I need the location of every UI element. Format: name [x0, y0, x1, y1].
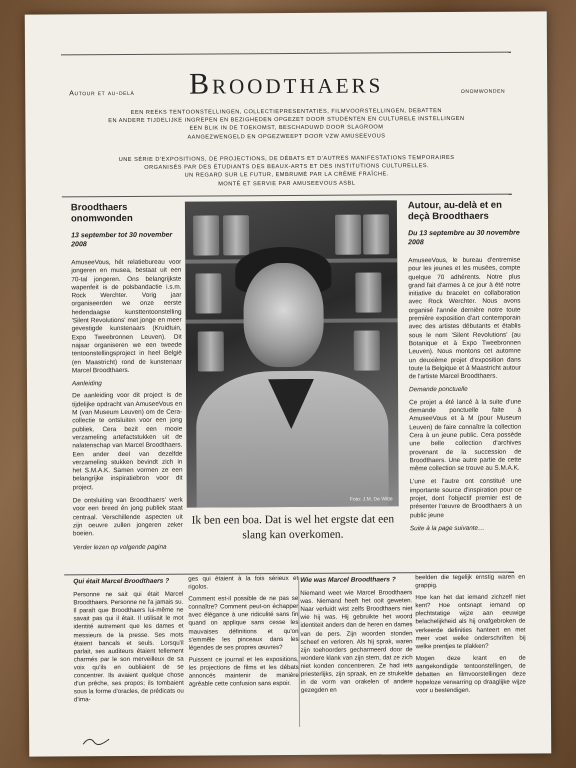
article-paragraph: Ce projet a été lancé à la suite d'une demande ponctuelle faite à AmuseeVous et à M (pour Museum Leuven) de faire connaître la collection Cera à un jeune public. Cera possède une belle collection d'archives provenant de la succession de Broodthaers. Une autre partie de cette même collection se trouve au S.M.A.K. [409, 398, 522, 473]
header-right-label: onomwonden [460, 87, 506, 95]
can [193, 215, 219, 255]
article-subheading: Demande ponctuelle [409, 386, 468, 394]
article-paragraph: AmuseeVous, le bureau d'entremise pour les jeunes et les musées, compte quelque 70 adhérents. Notre plus grand fait d'armes à ce jour à été notre initiative du bracelet en collaboration avec Rock Werchter. Nous avons organisé l'année dernière notre toute première exposition d'art contemporain avec des artistes débutants et établis sous le nom 'Silent Revolutions' (au Botanique et à Expo Tweebronnen Leuven). Nous montons cet automne un deuxième projet d'exposition dans toute la Belgique et à Maastricht autour de l'artiste Marcel Broodthaers. [408, 256, 521, 381]
top-rule [61, 52, 511, 56]
photo-credit: Foto: J.M. De Witte [349, 496, 393, 503]
bottom-dutch-column-cont [415, 574, 526, 700]
can [198, 331, 224, 371]
can [335, 215, 361, 255]
newspaper-page [25, 11, 552, 756]
intro-line: MONTÉ ET SERVIE PAR AMUSEEVOUS ASBL [218, 180, 356, 188]
publisher-logo [81, 736, 111, 746]
intro-line: UNE SÉRIE D'EXPOSITIONS, DE PROJECTIONS, DE DÉBATS ET D'AUTRES MANIFESTATIONS TEMPORAIRES [118, 154, 455, 164]
french-article [408, 200, 522, 534]
bottom-paragraph: Puissent ce journal et les expositions, les projections de films et les débats annoncés maintenir de manière agréable cette confusion sans espoir. [188, 655, 299, 688]
bottom-paragraph: Hoe kan het dat iemand zichzelf niet kent? Hoe ontsnapt iemand op plechtstatige wijze aan eeuwige belachelijkheid als hij onafgebroken de verkeerde definities hanteert en met meer voet welke onderschriften bij welke prentjes te plakken? [415, 593, 526, 650]
article-paragraph: AmuseeVous, hét relatiebureau voor jongeren en musea, bestaat uit een 70-tal jongeren. Ons belangrijkste wapenfeit is de polsbandactie i.s.m. Rock Werchter. Vorig jaar organiseerden we onze eerste hedendaagse kunsttentoonstelling 'Silent Revolutions' met jonge en meer gevestigde kunstenaars (Kruidtuin, Expo Tweebronnen Leuven). Dit najaar organiseren we een tweede tentoonstellingsproject in heel België (en Maastricht) rond de kunstenaar Marcel Broodthaers. [71, 258, 182, 375]
bottom-paragraph: Niemand weet wie Marcel Broodthaers was. Niemand heeft het ooit geweten. Naar verluidt wist zelfs Broodthaers niet wie hij was. Hij gebruikte het woord identiteit anders dan de heren en dames van de pers. Zijn woorden stonden scheef en verloren. Als hij sprak, waren zijn toehoorders gecharmeerd door de wondere klank van zijn stem, dat ze zich niet konden concentreren. Ze had iets priesterlijks, zijn spraak, en ze strukelde in de vorm van orakelen of andere gezegden en [300, 589, 413, 695]
portrait-face [243, 263, 324, 367]
continue-reading-note: Suite à la page suivante… [409, 524, 485, 533]
bottom-paragraph: Mogen deze krant en de aangekondigde tentoonstellingen, de debatten en filmvoorstellingen deze hopeloze verwarring op draaglijke wijze voor u bestendigen. [415, 654, 526, 695]
bottom-paragraph: beelden die tegelijk ernstig waren en grappig. [415, 573, 526, 590]
article-date: Du 13 septembre au 30 novembre 2008 [408, 229, 520, 246]
intro-line: EN ANDERE TIJDELIJKE INGREPEN EN BEZIGHEDEN OPGEZET DOOR STUDENTEN EN CULTURELE INSTELLINGEN [108, 116, 465, 125]
article-paragraph: L'une et l'autre ont constitué une importante source d'inspiration pour ce projet, dont l'objectif premier est de présenter l'œuvre de Broodthaers à un public jeune [409, 477, 522, 519]
header-left-label: Autour et au-delà [69, 89, 135, 98]
can [355, 272, 381, 312]
can [195, 273, 221, 313]
masthead-title: Broodthaers [188, 66, 384, 101]
article-heading: Autour, au-delà et en deçà Broodthaers [407, 199, 502, 223]
bottom-heading: Qui était Marcel Broodthaers ? [73, 577, 170, 586]
intro-line: ORGANISÉS PAR DES ÉTUDIANTS DES BEAUX-ARTS ET DES INSTITUTIONS CULTURELLES. [144, 163, 430, 172]
pull-quote: Ik ben een boa. Dat is wel het ergste dat een slang kan overkomen. [191, 513, 395, 542]
bottom-paragraph: ges qui étaient à la fois sérieux et rigolos. [188, 574, 299, 591]
bottom-paragraph: Comment est-il possible de ne pas se connaître? Comment peut-on échapper avec élégance à une ridiculité sans fin quand on applique sans cesse les mauvaises définitions et qu'on s'emmêle les pinceaux dans les légendes de ses propres œuvres? [188, 595, 299, 652]
header-rule [62, 194, 512, 198]
intro-line: EEN BLIK IN DE TOEKOMST, BESCHADUWD DOOR SLAGROOM [189, 124, 384, 133]
continue-reading-note: Verder lezen op volgende pagina [72, 543, 167, 551]
intro-line: EEN REEKS TENTOONSTELLINGEN, COLLECTIEPRESENTATIES, FILMVOORSTELLINGEN, DEBATTEN [130, 108, 442, 116]
broodthaers-portrait-photo [185, 200, 399, 507]
article-heading: Broodthaers onomwonden [70, 201, 133, 225]
intro-line: AANGEZWENGELD EN OPGEZWEEPT DOOR VZW AMUSEEVOUS [187, 133, 386, 141]
can [363, 214, 389, 254]
bottom-dutch-column [300, 574, 413, 699]
bottom-paragraph: Personne ne sait qui était Marcel Broodthaers. Personne ne l'a jamais su. Il paraît que Broodthaers lui-même ne savait pas qui il était. Il utilisait le mot identité autrement que les dames et messieurs de la presse. Ses mots étaient bancals et seuls. Lorsqu'il parlait, ses auditeurs étaient tellement charmés par le son merveilleux de sa voix qu'ils en oubliaient de se concentrer. Ils avaient quelque chose d'un prêche, ses propos; ils tombaient sous la forme d'oracles, de prédicats ou d'ima- [73, 590, 184, 704]
article-paragraph: De aanleiding voor dit project is de tijdelijke opdracht van AmuseeVous en M (van Museum Leuven) om de Cera-collectie te ontsluiten voor een jong publiek. Cera bezit een mooie verzameling artefactstukken uit de nalatenschap van Marcel Broodthaers. Een ander deel van dezelfde verzameling stukken bevindt zich in het S.M.A.K. Samen vormen ze een belangrijke inspiratiebron voor dit project. [72, 392, 183, 492]
article-subheading: Aanleiding [71, 380, 102, 388]
bottom-french-column [73, 576, 184, 709]
can [223, 215, 249, 255]
article-date: 13 september tot 30 november 2008 [71, 231, 173, 248]
masthead-french-intro [66, 154, 508, 190]
article-paragraph: De ontsluiting van Broodthaers' werk voor een breed én jong publiek staat centraal. Verschillende aspecten uit zijn oeuvre zullen jongeren zeker boeien. [72, 496, 183, 538]
can [354, 330, 380, 370]
masthead-dutch-intro [65, 107, 507, 143]
dutch-article [71, 202, 183, 552]
bottom-french-column-cont [188, 575, 299, 693]
intro-line: UN REGARD SUR LE FUTUR, EMBRUMÉ PAR LA CRÈME FRAÎCHE. [184, 171, 389, 180]
bottom-heading: Wie was Marcel Broodthaers ? [300, 576, 396, 584]
